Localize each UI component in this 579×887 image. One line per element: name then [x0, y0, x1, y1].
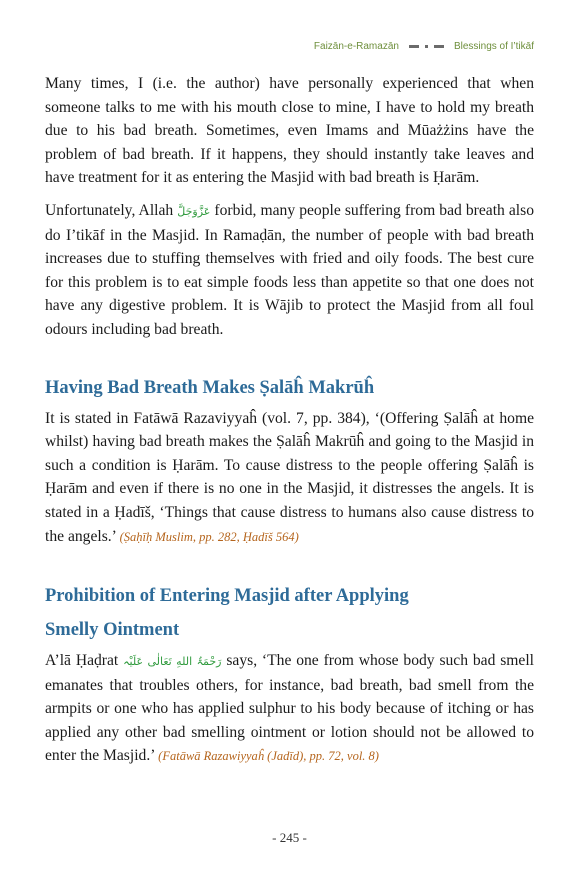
paragraph-text: forbid, many people suffering from bad breath also do I’tikāf in the Masjid. In Ramaḍān, the number of people with bad breath increases due to stuffing themselves with fried and oily foods. The best cure for this problem is to eat simple foods less than appetite so that one does not have any digestive problem. It is Wājib to protect the Masjid from all foul odours including bad breath.: [45, 201, 535, 338]
paragraph-text: It is stated in Fatāwā Razaviyyaĥ (vol. 7, pp. 384), ‘(Offering Ṣalāĥ at home whilst) having bad breath makes the Ṣalāĥ Makrūĥ and going to the Masjid in such a condition is Ḥarām. To cause distress to the people offering Ṣalāĥ is Ḥarām and even if there is no one in the Masjid, it distresses the angels. It is stated in a Ḥadīš, ‘Things that cause distress to humans also cause distress to the angels.’: [45, 409, 534, 545]
reference-citation: (Fatāwā Razawiyyaĥ (Jadīd), pp. 72, vol. 8): [158, 749, 379, 764]
paragraph-text: Unfortunately, Allah: [45, 201, 178, 219]
heading-line: Prohibition of Entering Masjid after Applying: [45, 586, 409, 607]
reference-citation: (Ṣaḥīḥ Muslim, pp. 282, Ḥadīš 564): [119, 529, 299, 544]
book-title: Faizān-e-Ramazān: [313, 41, 399, 52]
section-heading-smelly-ointment: [45, 579, 534, 647]
chapter-title: Blessings of I’tikāf: [453, 41, 534, 52]
paragraph-bad-breath-experience: Many times, I (i.e. the author) have personally experienced that when someone talks to me with his mouth close to mine, I have to hold my breath due to his bad breath. Sometimes, even Imams and Mūażżins have the problem of bad breath. If it happens, they should instantly take leaves and have treatment for it as entering the Masjid with bad breath is Ḥarām.: [45, 75, 534, 187]
heading-line: Smelly Ointment: [45, 620, 180, 641]
paragraph-text: A’lā Ḥaḍrat: [45, 652, 124, 670]
paragraph-fatawa-razaviyyah: [45, 407, 534, 550]
section-heading-salah-makruh: Having Bad Breath Makes Ṣalāĥ Makrūĥ: [45, 377, 375, 398]
paragraph-itikaf-bad-breath: [45, 199, 534, 342]
arabic-honorific-icon: رَحْمَۃُ اللهِ تَعَالٰی عَلَیْہ: [123, 655, 222, 669]
arabic-honorific-icon: عَزَّوَجَلَّ: [177, 204, 211, 218]
paragraph-text: says, ‘The one from whose body such bad smell emanates that troubles others, for instance, bad breath, bad smell from the armpits or one who has applied sulphur to his body because of itching or has applied any other bad smelling ointment or lotion should not be allowed to enter the Masjid.’: [45, 652, 535, 765]
running-header: [290, 41, 534, 52]
header-separator-icon: [406, 45, 447, 48]
page-body: [45, 72, 534, 769]
page-number: - 245 -: [272, 830, 307, 845]
paragraph-ala-hadrat: [45, 649, 534, 769]
